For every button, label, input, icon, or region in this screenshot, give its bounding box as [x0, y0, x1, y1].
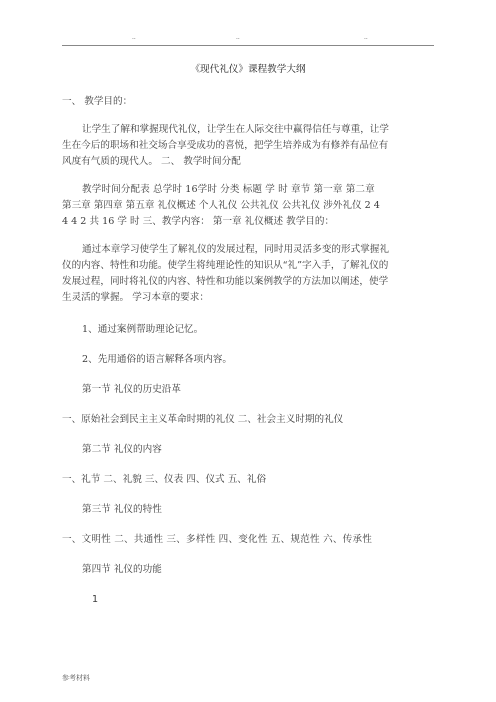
paragraph-line: 4 4 2 共 16 学 时 三、教学内容： 第一章 礼仪概述 教学目的：: [62, 216, 335, 227]
section-title: 第一节 礼仪的历史沿革: [82, 384, 181, 395]
paragraph-line: 教学时间分配表 总学时 16学时 分类 标题 学 时 章节 第一章 第二章: [82, 184, 375, 195]
section-body: 一、礼节 二、礼貌 三、仪表 四、仪式 五、礼俗: [62, 474, 267, 485]
paragraph-line: 仪的内容、特性和功能。使学生将纯理论性的知识从“礼”字入手，了解礼仪的: [62, 260, 389, 271]
section-body: 一、文明性 二、共通性 三、多样性 四、变化性 五、规范性 六、传承性: [62, 534, 373, 545]
header-rule: [62, 45, 434, 46]
paragraph-line: 发展过程，同时将礼仪的内容、特性和功能以案例教学的方法加以阐述，使学: [62, 276, 389, 287]
section-title: 第三节 礼仪的特性: [82, 504, 162, 515]
section-title: 第四节 礼仪的功能: [82, 564, 162, 575]
requirement-item: 2、先用通俗的语言解释各项内容。: [82, 354, 233, 365]
paragraph-line: 风度有气质的现代人。 二、 教学时间分配: [62, 156, 241, 167]
page-footer: 参考材料: [62, 674, 90, 682]
paragraph-line: 生灵活的掌握。 学习本章的要求：: [62, 292, 209, 303]
paragraph-line: 通过本章学习使学生了解礼仪的发展过程，同时用灵活多变的形式掌握礼: [82, 244, 389, 255]
header-mark: ..: [236, 34, 240, 41]
section-heading: 一、 教学目的：: [62, 96, 133, 107]
section-body: 一、原始社会到民主主义革命时期的礼仪 二、社会主义时期的礼仪: [62, 414, 344, 425]
header-mark: ..: [364, 34, 368, 41]
section-title: 第二节 礼仪的内容: [82, 444, 162, 455]
header-mark: ..: [132, 34, 136, 41]
paragraph-line: 生在今后的职场和社交场合享受成功的喜悦，把学生培养成为有修养有品位有: [62, 140, 389, 151]
paragraph-line: 让学生了解和掌握现代礼仪，让学生在人际交往中赢得信任与尊重，让学: [82, 124, 389, 135]
requirement-item: 1、通过案例帮助理论记忆。: [82, 324, 204, 335]
page-header: [0, 34, 496, 44]
document-title: 《现代礼仪》课程教学大纲: [190, 64, 306, 75]
paragraph-line: 第三章 第四章 第五章 礼仪概述 个人礼仪 公共礼仪 公共礼仪 涉外礼仪 2 4: [62, 200, 380, 211]
list-number: 1: [92, 594, 99, 605]
